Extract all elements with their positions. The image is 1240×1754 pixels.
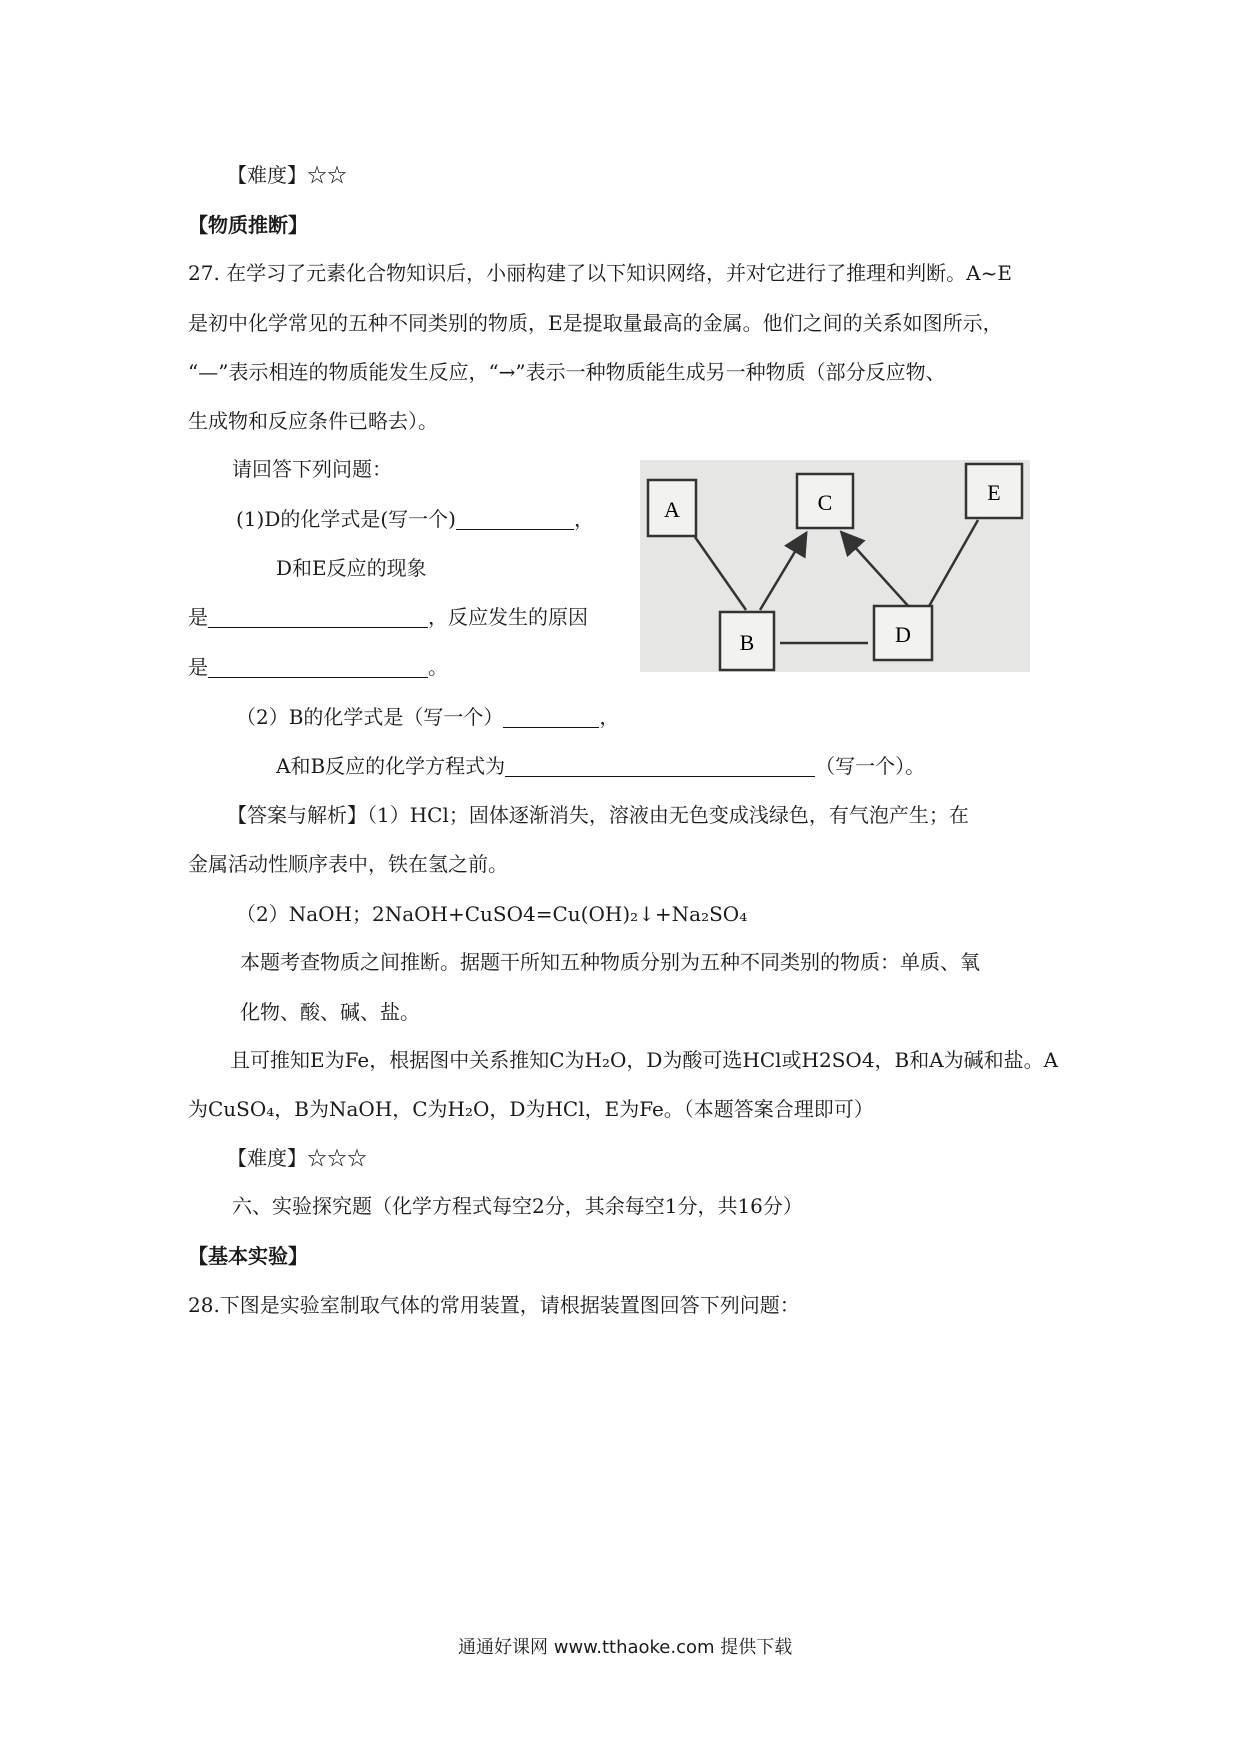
q27-part1-formula-text: (1)D的化学式是(写一个)	[236, 507, 456, 531]
answer-line-5: 化物、酸、碱、盐。	[240, 1000, 420, 1024]
q27-part2-equation	[276, 752, 925, 780]
answer-line-3: （2）NaOH；2NaOH+CuSO4=Cu(OH)₂↓+Na₂SO₄	[236, 902, 748, 926]
q27-part2-b-end: （写一个）。	[815, 754, 926, 778]
q27-part2-formula	[236, 703, 619, 731]
q27-part1-d-start: 是	[188, 655, 208, 679]
q27-part1-formula-end: ，	[573, 507, 594, 531]
q27-part1-c-end: ，反应发生的原因	[428, 605, 588, 629]
q27-part2-a-text: （2）B的化学式是（写一个）	[236, 705, 504, 729]
answer-blank[interactable]	[208, 627, 428, 628]
q27-part1-reason-blank-line	[188, 653, 448, 681]
q27-part1-phenomenon-blank-line	[188, 603, 588, 631]
node-a-label: A	[664, 497, 680, 522]
relation-diagram	[640, 460, 1030, 672]
answer-blank[interactable]	[505, 776, 815, 777]
q27-line-1: 27. 在学习了元素化合物知识后，小丽构建了以下知识网络，并对它进行了推理和判断。A~E	[188, 261, 1012, 285]
q27-line-2: 是初中化学常见的五种不同类别的物质，E是提取量最高的金属。他们之间的关系如图所示，	[188, 311, 1003, 335]
answer-line-4: 本题考查物质之间推断。据题干所知五种物质分别为五种不同类别的物质：单质、氧	[240, 950, 980, 974]
node-e-label: E	[987, 480, 1001, 505]
q27-prompt: 请回答下列问题：	[232, 457, 392, 481]
answer-line-7: 为CuSO₄，B为NaOH，C为H₂O，D为HCl，E为Fe。（本题答案合理即可）	[188, 1097, 874, 1121]
answer-line-1: 【答案与解析】（1）HCl；固体逐渐消失，溶液由无色变成浅绿色，有气泡产生；在	[227, 803, 969, 827]
answer-line-2: 金属活动性顺序表中，铁在氢之前。	[188, 852, 508, 876]
answer-blank[interactable]	[503, 727, 599, 728]
node-c-label: C	[817, 490, 833, 515]
answer-line-6: 且可推知E为Fe，根据图中关系推知C为H₂O，D为酸可选HCl或H2SO4，B和A为碱和盐。A	[230, 1048, 1059, 1072]
q27-part1-c-start: 是	[188, 605, 208, 629]
section-heading-basic: 【基本实验】	[188, 1244, 308, 1268]
q27-part2-b-text: A和B反应的化学方程式为	[276, 754, 506, 778]
q27-part1-phenomenon: D和E反应的现象	[276, 556, 427, 580]
node-b	[720, 612, 774, 670]
answer-blank[interactable]	[208, 677, 428, 678]
node-c	[797, 474, 853, 528]
q27-part2-a-end: ，	[599, 705, 620, 729]
q27-part1-d-end: 。	[428, 655, 448, 679]
difficulty-label: 【难度】☆☆	[227, 163, 347, 187]
page-footer: 通通好课网 www.tthaoke.com 提供下载	[458, 1637, 793, 1658]
node-d-label: D	[895, 622, 911, 647]
question-28: 28.下图是实验室制取气体的常用装置，请根据装置图回答下列问题：	[188, 1293, 800, 1317]
node-b-label: B	[739, 630, 755, 655]
node-e	[966, 464, 1022, 518]
q27-part1-formula	[236, 505, 594, 533]
q27-line-4: 生成物和反应条件已略去）。	[188, 409, 438, 433]
q27-line-3: “—”表示相连的物质能发生反应，“→”表示一种物质能生成另一种物质（部分反应物、	[188, 360, 946, 384]
answer-blank[interactable]	[456, 529, 574, 530]
node-d	[874, 606, 932, 660]
difficulty-label-2: 【难度】☆☆☆	[227, 1146, 367, 1170]
section-heading-inference: 【物质推断】	[188, 213, 308, 237]
section-6-heading: 六、实验探究题（化学方程式每空2分，其余每空1分，共16分）	[232, 1194, 803, 1218]
node-a	[648, 480, 696, 536]
